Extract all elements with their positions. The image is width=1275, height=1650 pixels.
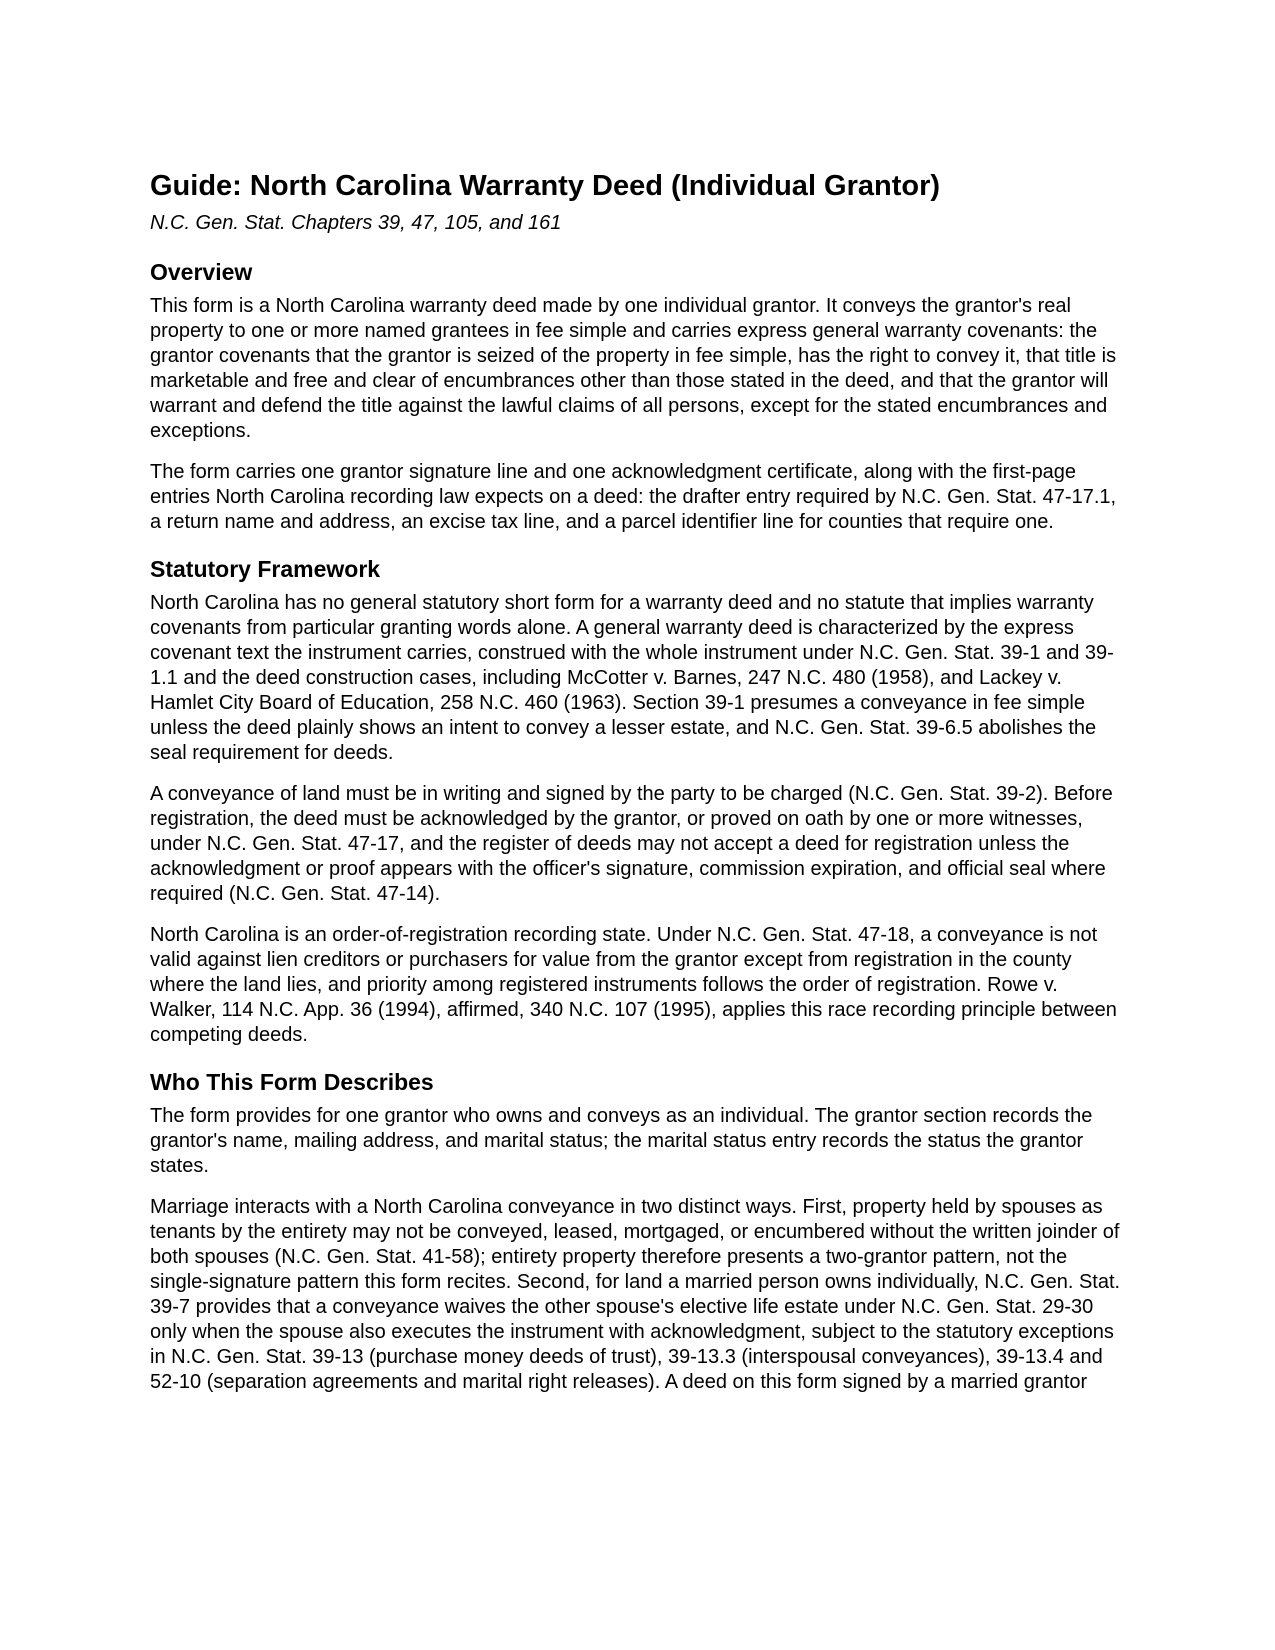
paragraph: North Carolina has no general statutory short form for a warranty deed and no statute that implies warranty covenants from particular granting words alone. A general warranty deed is characterized by the express covenant text the instrument carries, construed with the whole instrument under N.C. Gen. Stat. 39-1 and 39-1.1 and the deed construction cases, including McCotter v. Barnes, 247 N.C. 480 (1958), and Lackey v. Hamlet City Board of Education, 258 N.C. 460 (1963). Section 39-1 presumes a conveyance in fee simple unless the deed plainly shows an intent to convey a lesser estate, and N.C. Gen. Stat. 39-6.5 abolishes the seal requirement for deeds.	[150, 592, 1114, 764]
paragraph: The form carries one grantor signature line and one acknowledgment certificate, along with the first-page entries North Carolina recording law expects on a deed: the drafter entry required by N.C. Gen. Stat. 47-17.1, a return name and address, an excise tax line, and a parcel identifier line for counties that require one.	[150, 461, 1117, 533]
paragraph: A conveyance of land must be in writing and signed by the party to be charged (N.C. Gen. Stat. 39-2). Before registration, the deed must be acknowledged by the grantor, or proved on oath by one or more witnesses, under N.C. Gen. Stat. 47-17, and the register of deeds may not accept a deed for registration unless the acknowledgment or proof appears with the officer's signature, commission expiration, and official seal where required (N.C. Gen. Stat. 47-14).	[150, 783, 1113, 905]
section-heading: Statutory Framework	[150, 556, 381, 582]
paragraph: Marriage interacts with a North Carolina conveyance in two distinct ways. First, property held by spouses as tenants by the entirety may not be conveyed, leased, mortgaged, or encumbered without the written joinder of both spouses (N.C. Gen. Stat. 41-58); entirety property therefore presents a two-grantor pattern, not the single-signature pattern this form recites. Second, for land a married person owns individually, N.C. Gen. Stat. 39-7 provides that a conveyance waives the other spouse's elective life estate under N.C. Gen. Stat. 29-30 only when the spouse also executes the instrument with acknowledgment, subject to the statutory exceptions in N.C. Gen. Stat. 39-13 (purchase money deeds of trust), 39-13.3 (interspousal conveyances), 39-13.4 and 52-10 (separation agreements and marital right releases). A deed on this form signed by a married grantor	[150, 1196, 1121, 1393]
section-who-this-form-describes	[150, 1068, 1125, 1395]
paragraph: The form provides for one grantor who owns and conveys as an individual. The grantor section records the grantor's name, mailing address, and marital status; the marital status entry records the status the grantor states.	[150, 1105, 1093, 1177]
section-overview	[150, 258, 1125, 535]
section-statutory-framework	[150, 555, 1125, 1048]
section-heading: Overview	[150, 259, 253, 285]
document-title: Guide: North Carolina Warranty Deed (Individual Grantor)	[150, 170, 941, 202]
paragraph: This form is a North Carolina warranty deed made by one individual grantor. It conveys the grantor's real property to one or more named grantees in fee simple and carries express general warranty covenants: the grantor covenants that the grantor is seized of the property in fee simple, has the right to convey it, that title is marketable and free and clear of encumbrances other than those stated in the deed, and that the grantor will warrant and defend the title against the lawful claims of all persons, except for the stated encumbrances and exceptions.	[150, 295, 1117, 442]
paragraph: North Carolina is an order-of-registration recording state. Under N.C. Gen. Stat. 47-18, a conveyance is not valid against lien creditors or purchasers for value from the grantor except from registration in the county where the land lies, and priority among registered instruments follows the order of registration. Rowe v. Walker, 114 N.C. App. 36 (1994), affirmed, 340 N.C. 107 (1995), applies this race recording principle between competing deeds.	[150, 924, 1117, 1046]
document-subtitle: N.C. Gen. Stat. Chapters 39, 47, 105, and 161	[150, 212, 562, 234]
section-heading: Who This Form Describes	[150, 1069, 434, 1095]
